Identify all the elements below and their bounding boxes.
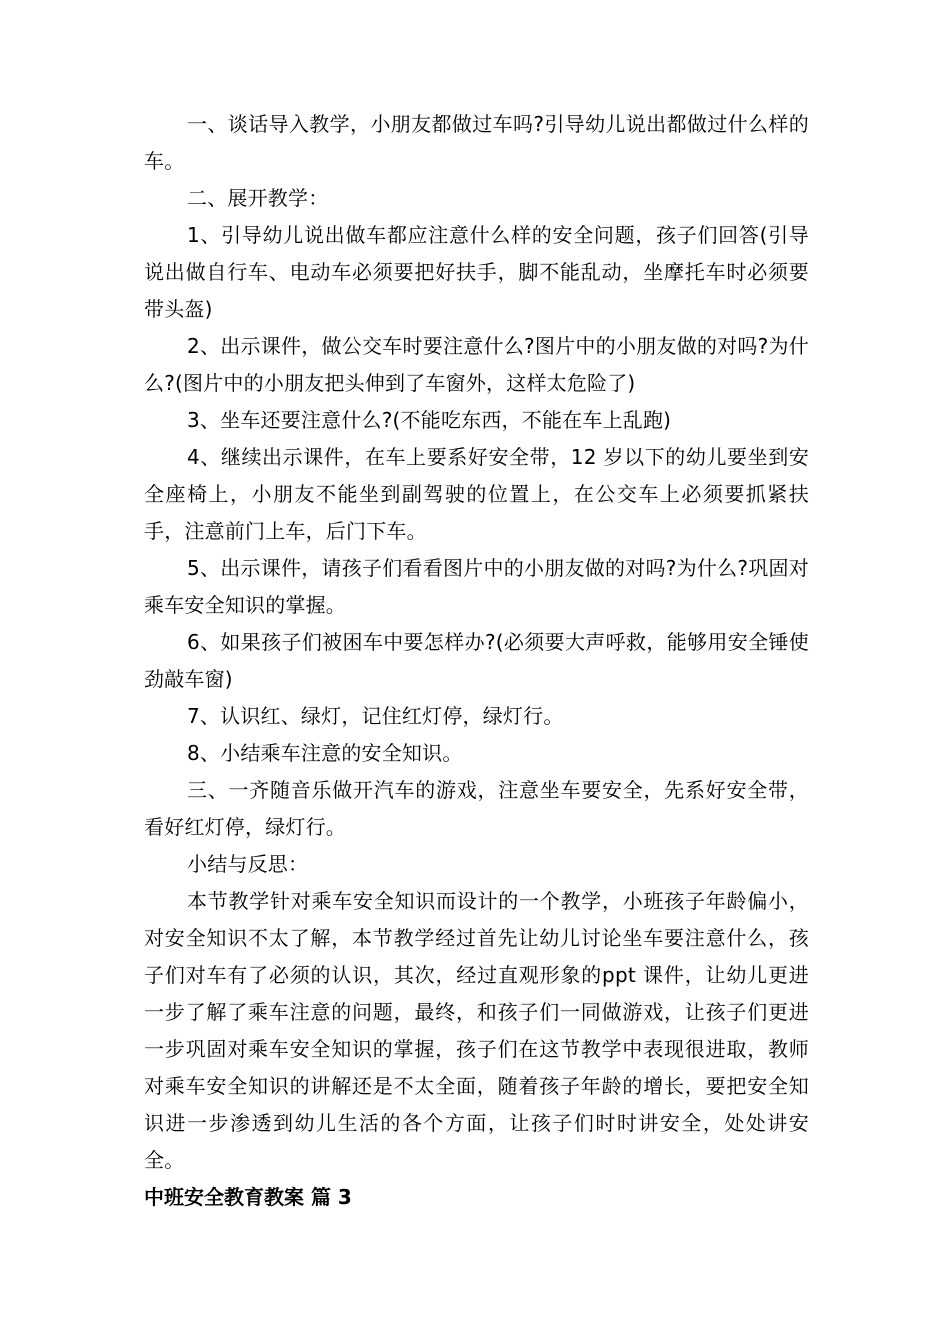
paragraph-step-4: 4、继续出示课件，在车上要系好安全带，12 岁以下的幼儿要坐到安全座椅上，小朋友不能坐到副驾驶的位置上，在公交车上必须要抓紧扶手，注意前门上车，后门下车。 — [144, 445, 809, 543]
document-body — [144, 106, 809, 1216]
paragraph-step-1: 1、引导幼儿说出做车都应注意什么样的安全问题，孩子们回答(引导说出做自行车、电动车必须要把好扶手，脚不能乱动，坐摩托车时必须要带头盔) — [144, 223, 809, 321]
paragraph-step-2: 2、出示课件，做公交车时要注意什么?图片中的小朋友做的对吗?为什么?(图片中的小朋友把头伸到了车窗外，这样太危险了) — [144, 334, 809, 395]
paragraph-step-6: 6、如果孩子们被困车中要怎样办?(必须要大声呼救，能够用安全锤使劲敲车窗) — [144, 630, 809, 691]
section-heading: 中班安全教育教案 篇 3 — [144, 1185, 352, 1209]
paragraph-reflection-title: 小结与反思： — [187, 852, 309, 876]
paragraph-section-two: 二、展开教学： — [187, 186, 329, 210]
paragraph-step-7: 7、认识红、绿灯，记住红灯停，绿灯行。 — [187, 704, 564, 728]
paragraph-reflection-body: 本节教学针对乘车安全知识而设计的一个教学，小班孩子年龄偏小，对安全知识不太了解，本节教学经过首先让幼儿讨论坐车要注意什么，孩子们对车有了必须的认识，其次，经过直观形象的ppt 课件，让幼儿更进一步了解了乘车注意的问题，最终，和孩子们一同做游戏，让孩子们更进一步巩固对乘车安全知识的掌握，孩子们在这节教学中表现很进取，教师对乘车安全知识的讲解还是不太全面，随着孩子年龄的增长，要把安全知识进一步渗透到幼儿生活的各个方面，让孩子们时时讲安全，处处讲安全。 — [144, 889, 809, 1172]
paragraph-step-8: 8、小结乘车注意的安全知识。 — [187, 741, 463, 765]
paragraph-intro: 一、谈话导入教学，小朋友都做过车吗?引导幼儿说出都做过什么样的车。 — [144, 112, 809, 173]
paragraph-step-3: 3、坐车还要注意什么?(不能吃东西，不能在车上乱跑) — [187, 408, 672, 432]
paragraph-section-three: 三、一齐随音乐做开汽车的游戏，注意坐车要安全，先系好安全带，看好红灯停，绿灯行。 — [144, 778, 809, 839]
paragraph-step-5: 5、出示课件，请孩子们看看图片中的小朋友做的对吗?为什么?巩固对乘车安全知识的掌握。 — [144, 556, 809, 617]
